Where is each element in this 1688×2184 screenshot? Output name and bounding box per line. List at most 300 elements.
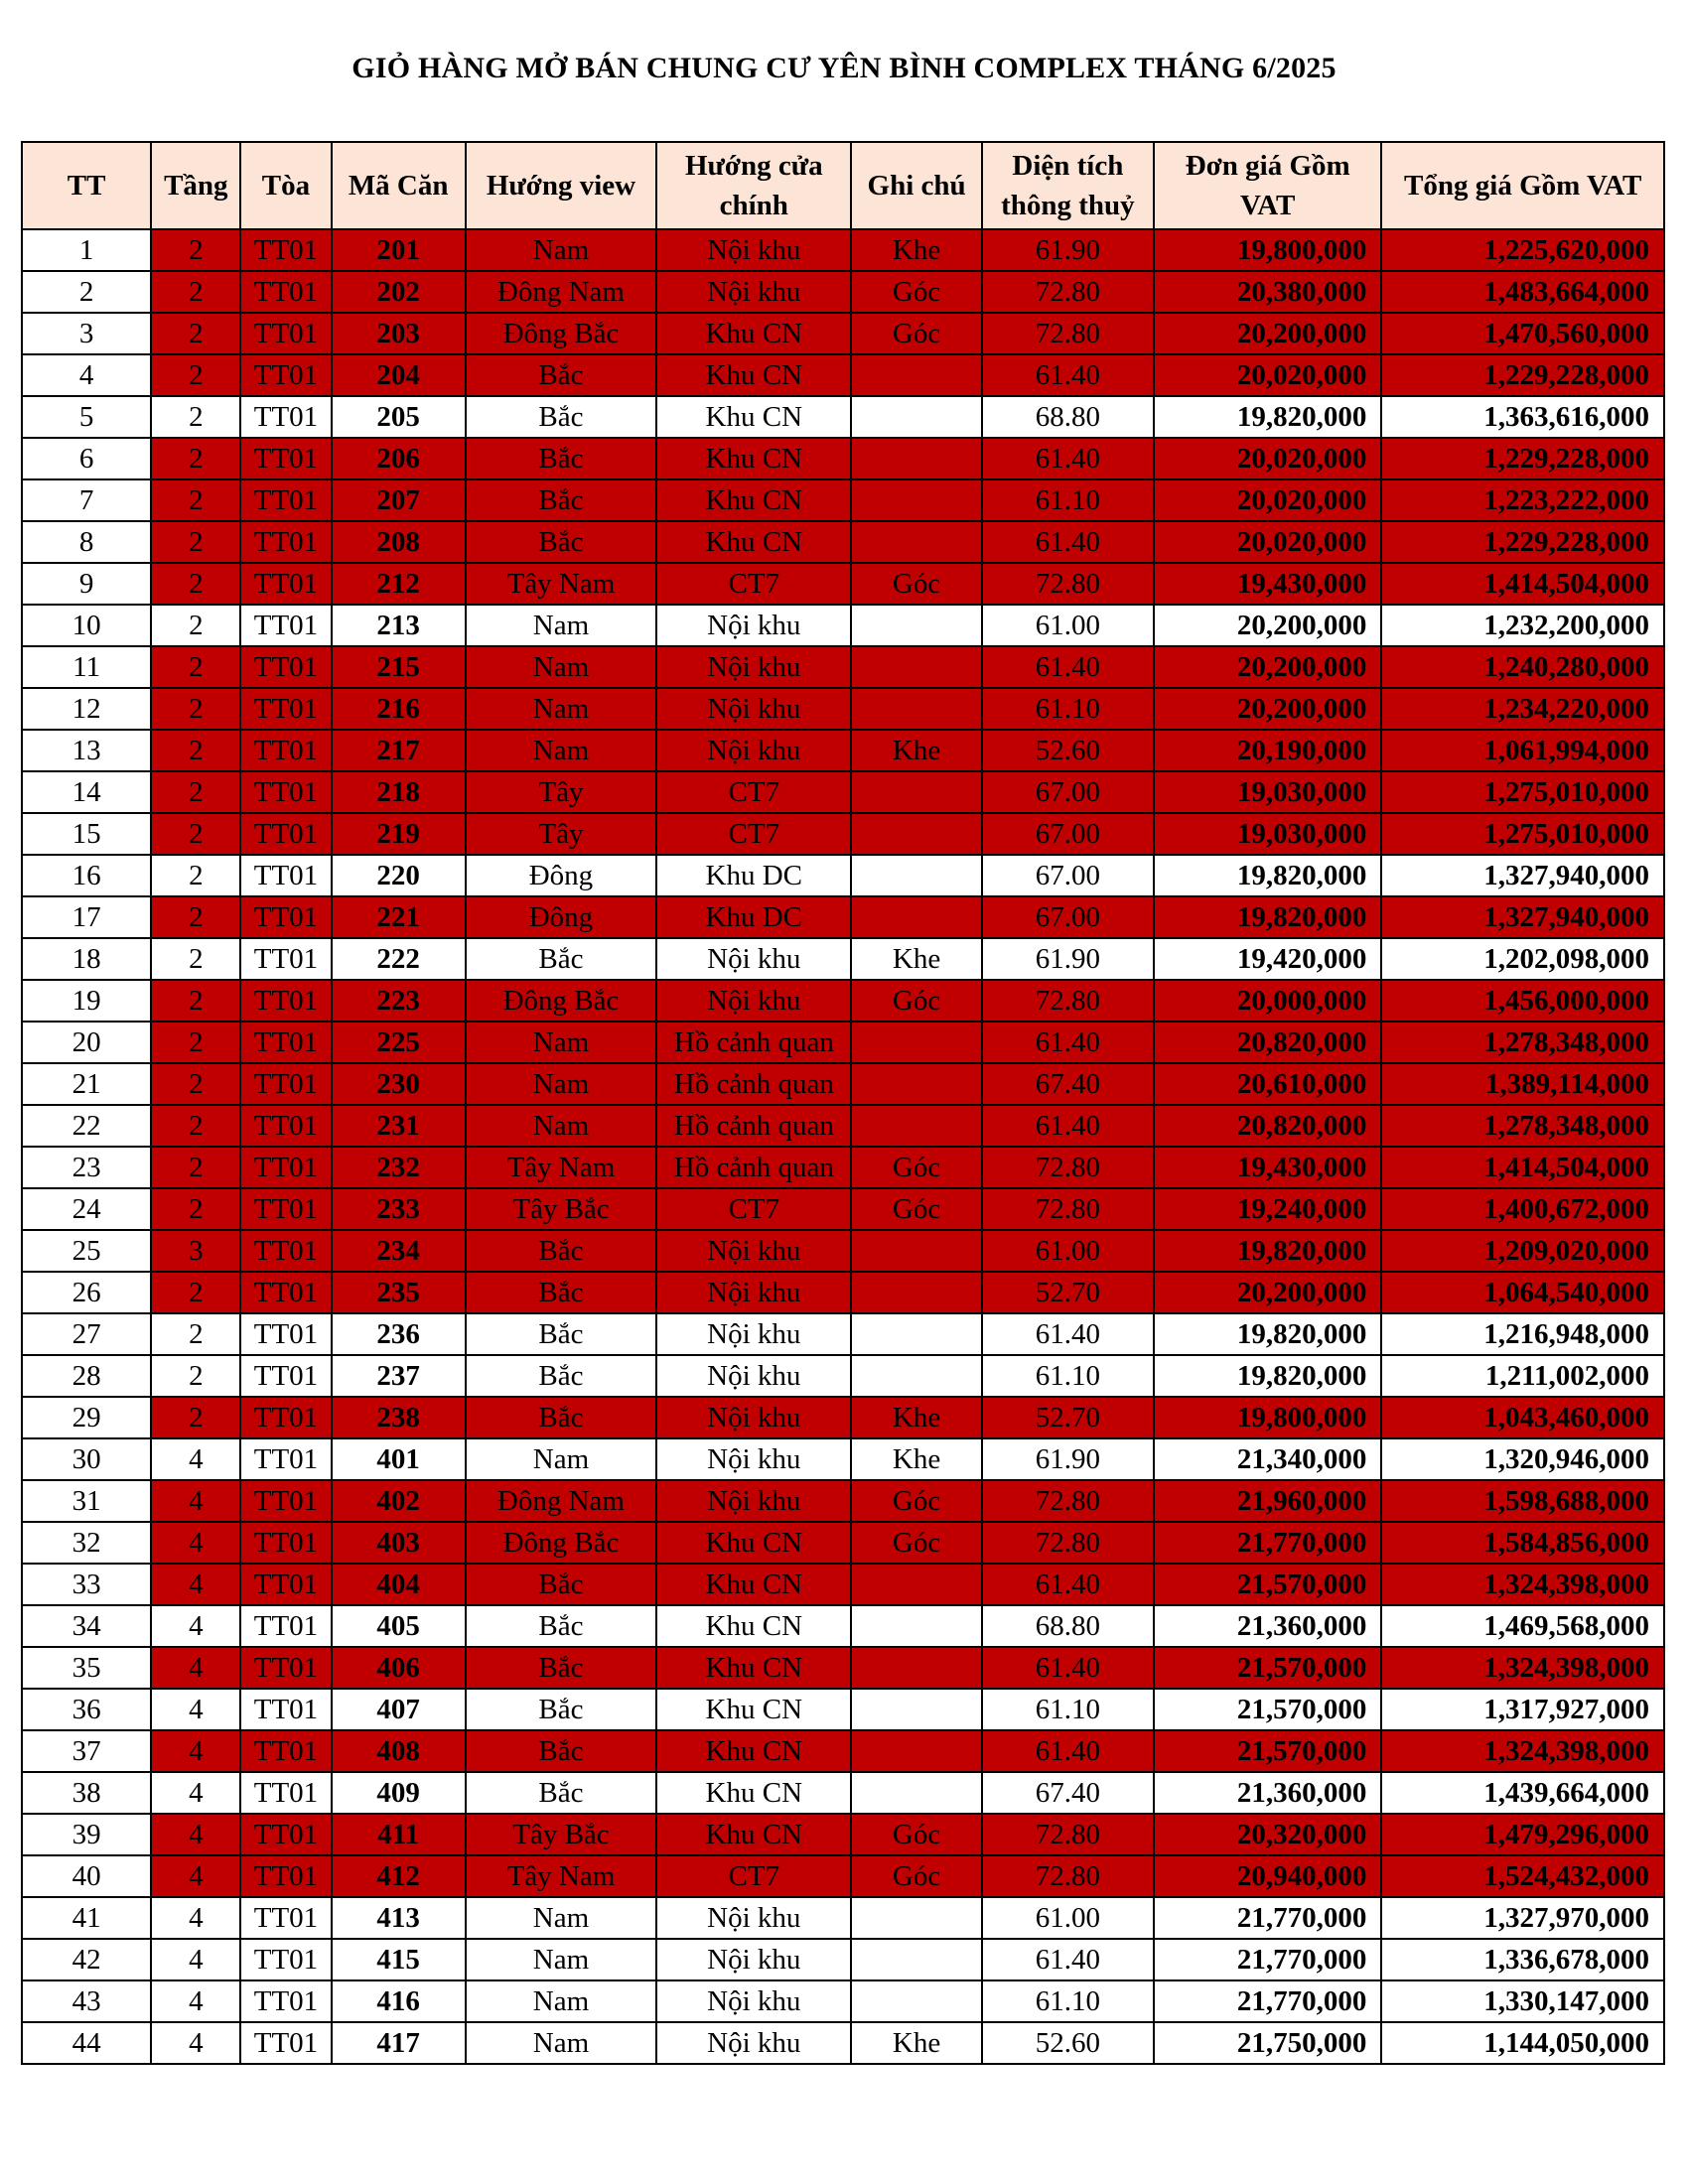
cell-unit-price: 21,960,000 xyxy=(1154,1480,1381,1522)
cell-door-direction: Nội khu xyxy=(656,1230,851,1272)
cell-area: 61.40 xyxy=(982,1564,1154,1605)
cell-view-direction: Tây Nam xyxy=(466,563,656,605)
cell-building: TT01 xyxy=(240,2022,331,2064)
cell-building: TT01 xyxy=(240,813,331,855)
cell-note: Góc xyxy=(851,563,981,605)
table-header xyxy=(22,142,1664,229)
cell-view-direction: Nam xyxy=(466,1438,656,1480)
cell-floor: 2 xyxy=(151,438,240,479)
cell-note xyxy=(851,1980,981,2022)
cell-area: 72.80 xyxy=(982,1522,1154,1564)
cell-floor: 2 xyxy=(151,271,240,313)
cell-view-direction: Đông Nam xyxy=(466,271,656,313)
cell-building: TT01 xyxy=(240,1814,331,1855)
cell-unit-price: 21,570,000 xyxy=(1154,1647,1381,1689)
table-row xyxy=(22,1689,1664,1730)
cell-area: 61.00 xyxy=(982,605,1154,646)
cell-door-direction: Khu DC xyxy=(656,855,851,896)
cell-area: 72.80 xyxy=(982,980,1154,1022)
cell-unit-code: 207 xyxy=(332,479,466,521)
table-row xyxy=(22,730,1664,771)
cell-unit-price: 20,610,000 xyxy=(1154,1063,1381,1105)
table-row xyxy=(22,1647,1664,1689)
cell-unit-price: 21,570,000 xyxy=(1154,1564,1381,1605)
cell-building: TT01 xyxy=(240,605,331,646)
cell-unit-price: 21,770,000 xyxy=(1154,1897,1381,1939)
cell-door-direction: Khu CN xyxy=(656,1814,851,1855)
cell-area: 72.80 xyxy=(982,1814,1154,1855)
cell-building: TT01 xyxy=(240,980,331,1022)
cell-door-direction: Khu CN xyxy=(656,354,851,396)
cell-building: TT01 xyxy=(240,438,331,479)
cell-tt: 6 xyxy=(22,438,151,479)
cell-door-direction: Nội khu xyxy=(656,938,851,980)
cell-unit-price: 19,030,000 xyxy=(1154,813,1381,855)
cell-unit-price: 20,200,000 xyxy=(1154,313,1381,354)
cell-building: TT01 xyxy=(240,1188,331,1230)
cell-floor: 4 xyxy=(151,1897,240,1939)
cell-unit-code: 212 xyxy=(332,563,466,605)
cell-note xyxy=(851,1605,981,1647)
cell-building: TT01 xyxy=(240,271,331,313)
cell-total-price: 1,470,560,000 xyxy=(1381,313,1664,354)
cell-door-direction: Nội khu xyxy=(656,1397,851,1438)
cell-tt: 10 xyxy=(22,605,151,646)
cell-tt: 20 xyxy=(22,1022,151,1063)
cell-building: TT01 xyxy=(240,1272,331,1313)
cell-unit-code: 415 xyxy=(332,1939,466,1980)
cell-note: Khe xyxy=(851,229,981,271)
cell-total-price: 1,456,000,000 xyxy=(1381,980,1664,1022)
cell-tt: 33 xyxy=(22,1564,151,1605)
cell-note xyxy=(851,354,981,396)
cell-view-direction: Nam xyxy=(466,1063,656,1105)
cell-door-direction: Nội khu xyxy=(656,271,851,313)
cell-view-direction: Tây Bắc xyxy=(466,1814,656,1855)
cell-unit-price: 21,360,000 xyxy=(1154,1605,1381,1647)
table-row xyxy=(22,1147,1664,1188)
cell-total-price: 1,598,688,000 xyxy=(1381,1480,1664,1522)
cell-unit-price: 20,200,000 xyxy=(1154,1272,1381,1313)
cell-unit-code: 401 xyxy=(332,1438,466,1480)
cell-floor: 4 xyxy=(151,1814,240,1855)
cell-tt: 29 xyxy=(22,1397,151,1438)
cell-area: 72.80 xyxy=(982,271,1154,313)
cell-tt: 19 xyxy=(22,980,151,1022)
cell-tt: 38 xyxy=(22,1772,151,1814)
table-row xyxy=(22,521,1664,563)
cell-total-price: 1,043,460,000 xyxy=(1381,1397,1664,1438)
header-row xyxy=(22,142,1664,229)
table-row xyxy=(22,563,1664,605)
cell-floor: 2 xyxy=(151,1188,240,1230)
table-row xyxy=(22,1605,1664,1647)
table-row xyxy=(22,271,1664,313)
cell-door-direction: Khu CN xyxy=(656,521,851,563)
cell-total-price: 1,324,398,000 xyxy=(1381,1730,1664,1772)
cell-floor: 2 xyxy=(151,1313,240,1355)
table-row xyxy=(22,1814,1664,1855)
cell-total-price: 1,439,664,000 xyxy=(1381,1772,1664,1814)
cell-unit-code: 412 xyxy=(332,1855,466,1897)
cell-unit-code: 406 xyxy=(332,1647,466,1689)
cell-note xyxy=(851,479,981,521)
cell-building: TT01 xyxy=(240,1105,331,1147)
cell-unit-price: 20,200,000 xyxy=(1154,688,1381,730)
cell-view-direction: Bắc xyxy=(466,1689,656,1730)
cell-building: TT01 xyxy=(240,563,331,605)
cell-unit-code: 413 xyxy=(332,1897,466,1939)
cell-unit-price: 19,820,000 xyxy=(1154,896,1381,938)
cell-area: 52.70 xyxy=(982,1272,1154,1313)
cell-floor: 2 xyxy=(151,1063,240,1105)
cell-tt: 41 xyxy=(22,1897,151,1939)
cell-unit-code: 234 xyxy=(332,1230,466,1272)
cell-unit-price: 21,570,000 xyxy=(1154,1730,1381,1772)
cell-tt: 15 xyxy=(22,813,151,855)
cell-tt: 37 xyxy=(22,1730,151,1772)
table-row xyxy=(22,438,1664,479)
cell-unit-code: 407 xyxy=(332,1689,466,1730)
header-unit-price: Đơn giá Gồm VAT xyxy=(1154,142,1381,229)
cell-unit-price: 19,030,000 xyxy=(1154,771,1381,813)
table-row xyxy=(22,1272,1664,1313)
cell-floor: 4 xyxy=(151,1772,240,1814)
cell-building: TT01 xyxy=(240,1855,331,1897)
cell-door-direction: Khu CN xyxy=(656,1605,851,1647)
cell-view-direction: Đông Bắc xyxy=(466,980,656,1022)
cell-view-direction: Bắc xyxy=(466,1564,656,1605)
table-row xyxy=(22,938,1664,980)
cell-building: TT01 xyxy=(240,1147,331,1188)
cell-door-direction: Hồ cảnh quan xyxy=(656,1022,851,1063)
table-row xyxy=(22,688,1664,730)
cell-total-price: 1,327,940,000 xyxy=(1381,855,1664,896)
cell-unit-price: 19,800,000 xyxy=(1154,1397,1381,1438)
cell-total-price: 1,327,940,000 xyxy=(1381,896,1664,938)
cell-area: 61.40 xyxy=(982,1022,1154,1063)
cell-unit-code: 203 xyxy=(332,313,466,354)
cell-building: TT01 xyxy=(240,688,331,730)
cell-area: 61.10 xyxy=(982,1689,1154,1730)
cell-building: TT01 xyxy=(240,521,331,563)
cell-door-direction: Hồ cảnh quan xyxy=(656,1147,851,1188)
cell-total-price: 1,479,296,000 xyxy=(1381,1814,1664,1855)
cell-door-direction: Khu DC xyxy=(656,896,851,938)
table-row xyxy=(22,1564,1664,1605)
cell-unit-price: 20,940,000 xyxy=(1154,1855,1381,1897)
cell-building: TT01 xyxy=(240,1939,331,1980)
cell-unit-code: 218 xyxy=(332,771,466,813)
cell-note xyxy=(851,396,981,438)
cell-note: Góc xyxy=(851,1814,981,1855)
cell-building: TT01 xyxy=(240,1480,331,1522)
cell-door-direction: Khu CN xyxy=(656,1730,851,1772)
cell-unit-price: 19,820,000 xyxy=(1154,1355,1381,1397)
cell-view-direction: Nam xyxy=(466,1897,656,1939)
cell-area: 61.90 xyxy=(982,938,1154,980)
cell-building: TT01 xyxy=(240,1355,331,1397)
cell-tt: 3 xyxy=(22,313,151,354)
cell-area: 61.40 xyxy=(982,354,1154,396)
cell-tt: 44 xyxy=(22,2022,151,2064)
cell-total-price: 1,275,010,000 xyxy=(1381,771,1664,813)
cell-unit-price: 19,820,000 xyxy=(1154,396,1381,438)
cell-unit-code: 206 xyxy=(332,438,466,479)
cell-unit-code: 405 xyxy=(332,1605,466,1647)
cell-area: 61.10 xyxy=(982,479,1154,521)
cell-area: 67.00 xyxy=(982,771,1154,813)
cell-floor: 4 xyxy=(151,1564,240,1605)
cell-tt: 32 xyxy=(22,1522,151,1564)
cell-area: 61.10 xyxy=(982,688,1154,730)
cell-unit-code: 404 xyxy=(332,1564,466,1605)
cell-door-direction: Khu CN xyxy=(656,1647,851,1689)
cell-unit-code: 225 xyxy=(332,1022,466,1063)
cell-door-direction: CT7 xyxy=(656,563,851,605)
cell-view-direction: Nam xyxy=(466,730,656,771)
cell-unit-code: 213 xyxy=(332,605,466,646)
table-row xyxy=(22,980,1664,1022)
cell-total-price: 1,320,946,000 xyxy=(1381,1438,1664,1480)
cell-unit-code: 223 xyxy=(332,980,466,1022)
cell-floor: 2 xyxy=(151,688,240,730)
cell-unit-code: 231 xyxy=(332,1105,466,1147)
cell-floor: 2 xyxy=(151,396,240,438)
cell-unit-code: 208 xyxy=(332,521,466,563)
cell-door-direction: Hồ cảnh quan xyxy=(656,1063,851,1105)
cell-note xyxy=(851,813,981,855)
cell-total-price: 1,061,994,000 xyxy=(1381,730,1664,771)
cell-unit-code: 220 xyxy=(332,855,466,896)
cell-tt: 26 xyxy=(22,1272,151,1313)
cell-door-direction: Nội khu xyxy=(656,1438,851,1480)
cell-view-direction: Bắc xyxy=(466,1730,656,1772)
cell-view-direction: Bắc xyxy=(466,1397,656,1438)
cell-unit-code: 204 xyxy=(332,354,466,396)
cell-note xyxy=(851,1230,981,1272)
cell-note: Góc xyxy=(851,1522,981,1564)
cell-tt: 4 xyxy=(22,354,151,396)
cell-unit-price: 19,820,000 xyxy=(1154,1230,1381,1272)
cell-unit-code: 217 xyxy=(332,730,466,771)
cell-note xyxy=(851,1772,981,1814)
cell-tt: 35 xyxy=(22,1647,151,1689)
cell-total-price: 1,240,280,000 xyxy=(1381,646,1664,688)
cell-unit-price: 20,380,000 xyxy=(1154,271,1381,313)
cell-note xyxy=(851,646,981,688)
cell-area: 72.80 xyxy=(982,563,1154,605)
cell-area: 52.70 xyxy=(982,1397,1154,1438)
cell-total-price: 1,363,616,000 xyxy=(1381,396,1664,438)
cell-note xyxy=(851,1022,981,1063)
cell-total-price: 1,229,228,000 xyxy=(1381,354,1664,396)
header-floor: Tầng xyxy=(151,142,240,229)
cell-unit-price: 19,800,000 xyxy=(1154,229,1381,271)
cell-note: Khe xyxy=(851,1438,981,1480)
cell-floor: 4 xyxy=(151,1939,240,1980)
cell-door-direction: Nội khu xyxy=(656,980,851,1022)
cell-unit-code: 222 xyxy=(332,938,466,980)
cell-door-direction: CT7 xyxy=(656,1188,851,1230)
table-row xyxy=(22,771,1664,813)
cell-tt: 36 xyxy=(22,1689,151,1730)
cell-view-direction: Bắc xyxy=(466,1772,656,1814)
cell-door-direction: Khu CN xyxy=(656,438,851,479)
cell-tt: 12 xyxy=(22,688,151,730)
cell-building: TT01 xyxy=(240,1313,331,1355)
cell-area: 67.00 xyxy=(982,896,1154,938)
cell-view-direction: Bắc xyxy=(466,1355,656,1397)
cell-building: TT01 xyxy=(240,313,331,354)
cell-tt: 5 xyxy=(22,396,151,438)
cell-tt: 40 xyxy=(22,1855,151,1897)
cell-tt: 31 xyxy=(22,1480,151,1522)
cell-note xyxy=(851,1564,981,1605)
cell-total-price: 1,324,398,000 xyxy=(1381,1564,1664,1605)
cell-note: Góc xyxy=(851,980,981,1022)
cell-unit-price: 21,360,000 xyxy=(1154,1772,1381,1814)
cell-note xyxy=(851,1063,981,1105)
cell-note: Góc xyxy=(851,271,981,313)
cell-floor: 2 xyxy=(151,730,240,771)
cell-view-direction: Bắc xyxy=(466,354,656,396)
cell-unit-code: 416 xyxy=(332,1980,466,2022)
cell-floor: 2 xyxy=(151,1397,240,1438)
cell-total-price: 1,389,114,000 xyxy=(1381,1063,1664,1105)
cell-unit-code: 408 xyxy=(332,1730,466,1772)
table-row xyxy=(22,1980,1664,2022)
cell-unit-price: 19,430,000 xyxy=(1154,563,1381,605)
table-row xyxy=(22,1230,1664,1272)
header-note: Ghi chú xyxy=(851,142,981,229)
cell-note: Góc xyxy=(851,1147,981,1188)
cell-unit-price: 21,570,000 xyxy=(1154,1689,1381,1730)
cell-door-direction: Nội khu xyxy=(656,1980,851,2022)
cell-total-price: 1,209,020,000 xyxy=(1381,1230,1664,1272)
cell-building: TT01 xyxy=(240,938,331,980)
cell-unit-code: 201 xyxy=(332,229,466,271)
header-area: Diện tích thông thuỷ xyxy=(982,142,1154,229)
cell-unit-price: 20,820,000 xyxy=(1154,1022,1381,1063)
cell-tt: 13 xyxy=(22,730,151,771)
cell-view-direction: Bắc xyxy=(466,1230,656,1272)
cell-area: 68.80 xyxy=(982,1605,1154,1647)
cell-tt: 7 xyxy=(22,479,151,521)
cell-building: TT01 xyxy=(240,1980,331,2022)
table-row xyxy=(22,396,1664,438)
cell-view-direction: Bắc xyxy=(466,521,656,563)
cell-tt: 25 xyxy=(22,1230,151,1272)
cell-floor: 4 xyxy=(151,1480,240,1522)
cell-total-price: 1,327,970,000 xyxy=(1381,1897,1664,1939)
cell-view-direction: Tây xyxy=(466,813,656,855)
cell-building: TT01 xyxy=(240,1689,331,1730)
cell-view-direction: Nam xyxy=(466,2022,656,2064)
cell-floor: 2 xyxy=(151,1022,240,1063)
cell-area: 72.80 xyxy=(982,1480,1154,1522)
cell-building: TT01 xyxy=(240,396,331,438)
table-row xyxy=(22,1480,1664,1522)
cell-note: Khe xyxy=(851,2022,981,2064)
cell-floor: 2 xyxy=(151,521,240,563)
cell-total-price: 1,336,678,000 xyxy=(1381,1939,1664,1980)
table-row xyxy=(22,2022,1664,2064)
table-row xyxy=(22,1105,1664,1147)
cell-view-direction: Nam xyxy=(466,1105,656,1147)
cell-unit-price: 20,020,000 xyxy=(1154,521,1381,563)
cell-building: TT01 xyxy=(240,1522,331,1564)
cell-door-direction: Khu CN xyxy=(656,313,851,354)
table-row xyxy=(22,1730,1664,1772)
cell-building: TT01 xyxy=(240,1063,331,1105)
header-unit-code: Mã Căn xyxy=(332,142,466,229)
cell-area: 67.00 xyxy=(982,813,1154,855)
cell-door-direction: Khu CN xyxy=(656,1522,851,1564)
cell-total-price: 1,483,664,000 xyxy=(1381,271,1664,313)
cell-note xyxy=(851,1272,981,1313)
cell-total-price: 1,524,432,000 xyxy=(1381,1855,1664,1897)
table-row xyxy=(22,479,1664,521)
table-row xyxy=(22,1438,1664,1480)
cell-floor: 2 xyxy=(151,479,240,521)
cell-view-direction: Nam xyxy=(466,605,656,646)
table-row xyxy=(22,1939,1664,1980)
cell-area: 72.80 xyxy=(982,1855,1154,1897)
cell-unit-code: 216 xyxy=(332,688,466,730)
cell-door-direction: Nội khu xyxy=(656,229,851,271)
cell-total-price: 1,211,002,000 xyxy=(1381,1355,1664,1397)
cell-area: 61.40 xyxy=(982,646,1154,688)
cell-area: 67.40 xyxy=(982,1063,1154,1105)
cell-building: TT01 xyxy=(240,896,331,938)
cell-door-direction: Khu CN xyxy=(656,1772,851,1814)
cell-area: 61.40 xyxy=(982,1647,1154,1689)
cell-area: 72.80 xyxy=(982,1188,1154,1230)
table-row xyxy=(22,1522,1664,1564)
cell-floor: 2 xyxy=(151,771,240,813)
cell-floor: 2 xyxy=(151,229,240,271)
cell-total-price: 1,469,568,000 xyxy=(1381,1605,1664,1647)
cell-unit-code: 238 xyxy=(332,1397,466,1438)
table-row xyxy=(22,605,1664,646)
cell-unit-price: 21,770,000 xyxy=(1154,1939,1381,1980)
cell-area: 72.80 xyxy=(982,1147,1154,1188)
cell-note xyxy=(851,896,981,938)
cell-view-direction: Tây Bắc xyxy=(466,1188,656,1230)
cell-area: 61.10 xyxy=(982,1980,1154,2022)
table-body xyxy=(22,229,1664,2064)
table-row xyxy=(22,1772,1664,1814)
cell-note: Khe xyxy=(851,938,981,980)
table-row xyxy=(22,313,1664,354)
cell-view-direction: Bắc xyxy=(466,1313,656,1355)
cell-floor: 2 xyxy=(151,938,240,980)
cell-tt: 17 xyxy=(22,896,151,938)
cell-floor: 4 xyxy=(151,2022,240,2064)
cell-total-price: 1,278,348,000 xyxy=(1381,1105,1664,1147)
cell-floor: 2 xyxy=(151,354,240,396)
cell-floor: 4 xyxy=(151,1855,240,1897)
cell-unit-price: 19,430,000 xyxy=(1154,1147,1381,1188)
cell-total-price: 1,229,228,000 xyxy=(1381,438,1664,479)
cell-tt: 39 xyxy=(22,1814,151,1855)
cell-unit-price: 19,820,000 xyxy=(1154,1313,1381,1355)
cell-note xyxy=(851,1105,981,1147)
cell-view-direction: Đông xyxy=(466,896,656,938)
header-tt: TT xyxy=(22,142,151,229)
cell-tt: 14 xyxy=(22,771,151,813)
